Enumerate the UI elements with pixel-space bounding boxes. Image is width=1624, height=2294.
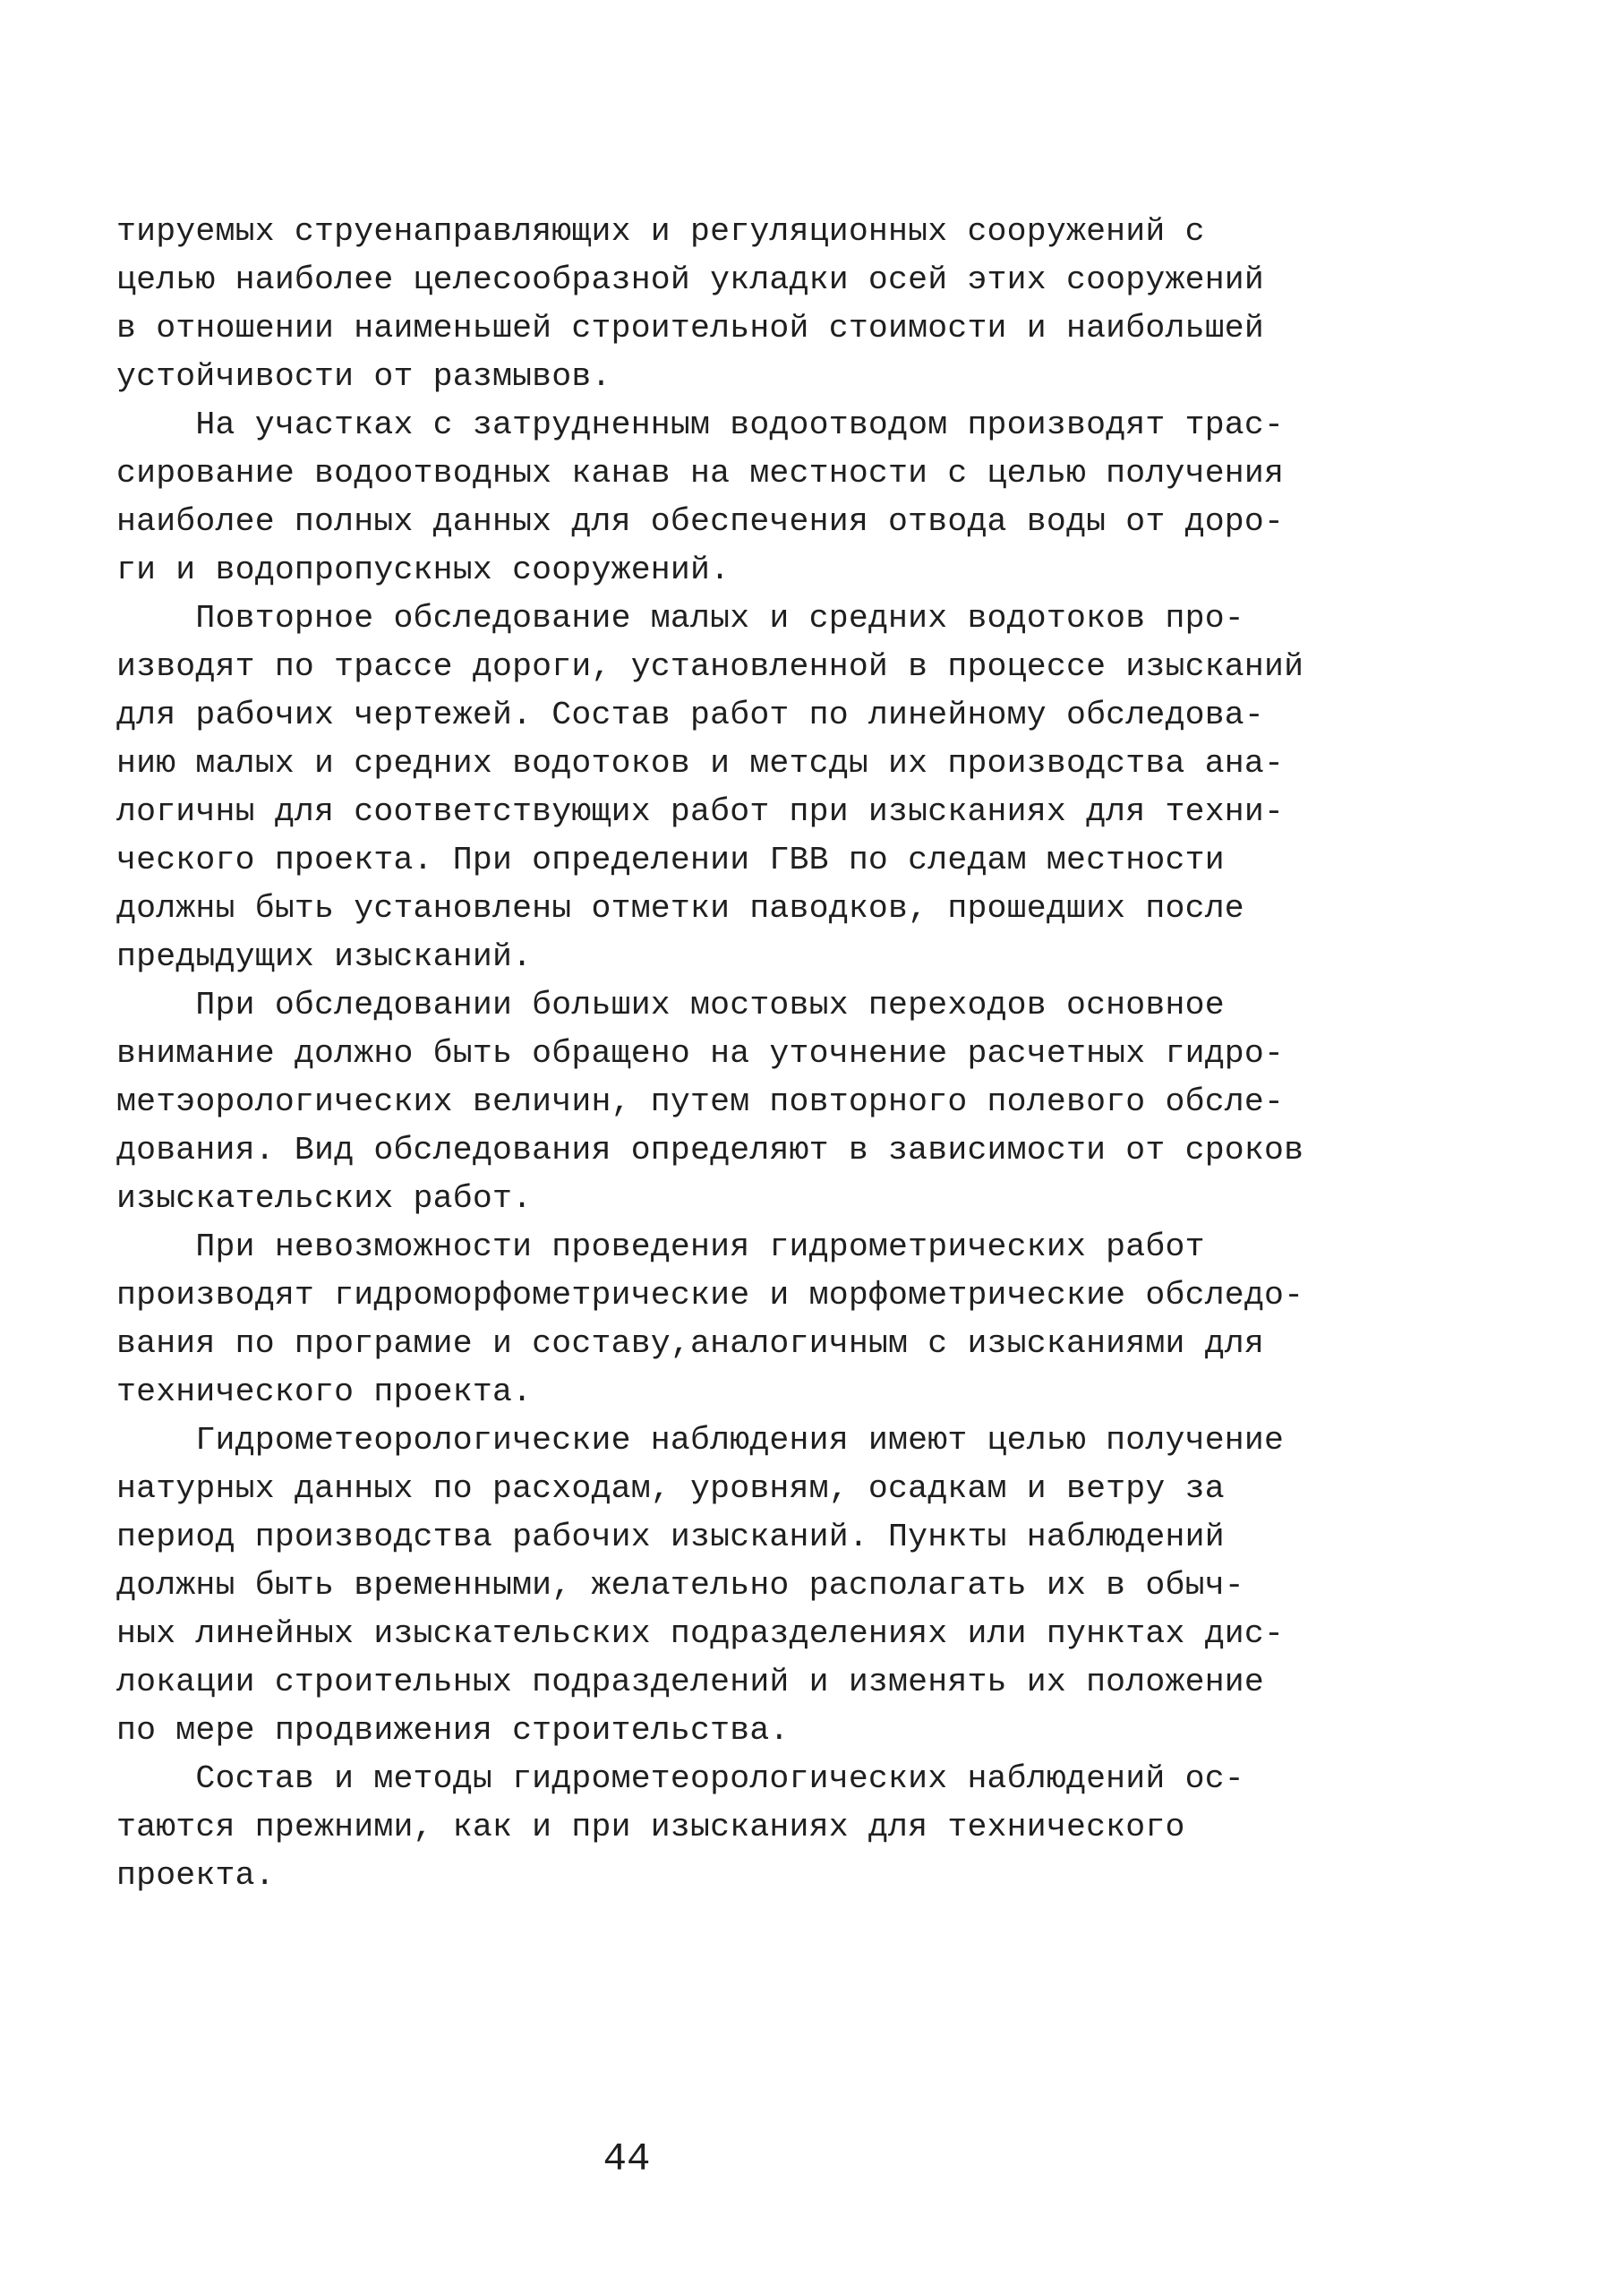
text-line: изводят по трассе дороги, установленной в процессе изысканий [116,648,1304,685]
text-line: по мере продвижения строительства. [116,1712,790,1749]
text-line: в отношении наименьшей строительной стоимости и наибольшей [116,310,1265,347]
text-line: внимание должно быть обращено на уточнение расчетных гидро- [116,1035,1285,1072]
text-line: проекта. [116,1857,275,1894]
text-line: Повторное обследование малых и средних водотоков про- [116,600,1244,637]
text-line: ческого проекта. При определении ГВВ по следам местности [116,842,1225,878]
text-line: период производства рабочих изысканий. Пункты наблюдений [116,1519,1225,1555]
text-line: При обследовании больших мостовых переходов основное [116,987,1225,1023]
page-number: 44 [603,2137,651,2182]
text-line: изыскательских работ. [116,1180,533,1217]
body-text [116,208,1370,1900]
text-line: должны быть временными, желательно располагать их в обыч- [116,1567,1244,1604]
text-line: Состав и методы гидрометеорологических наблюдений ос- [116,1760,1244,1797]
text-line: дования. Вид обследования определяют в зависимости от сроков [116,1132,1304,1168]
text-line: наиболее полных данных для обеспечения отвода воды от доро- [116,503,1285,540]
text-line: производят гидроморфометрические и морфометрические обследо- [116,1277,1304,1314]
text-line: При невозможности проведения гидрометрических работ [116,1228,1205,1265]
text-line: нию малых и средних водотоков и метсды их производства ана- [116,745,1285,782]
text-line: целью наиболее целесообразной укладки осей этих сооружений [116,261,1265,298]
text-line: предыдущих изысканий. [116,938,533,975]
text-line: таются прежними, как и при изысканиях для технического [116,1809,1185,1845]
text-line: сирование водоотводных канав на местности с целью получения [116,455,1285,492]
text-line: Гидрометеорологические наблюдения имеют целью получение [116,1422,1285,1459]
text-line: метэорологических величин, путем повторного полевого обсле- [116,1083,1285,1120]
text-line: логичны для соответствующих работ при изысканиях для техни- [116,793,1285,830]
text-line: локации строительных подразделений и изменять их положение [116,1664,1265,1700]
text-line: устойчивости от размывов. [116,358,611,395]
text-line: ги и водопропускных сооружений. [116,552,731,588]
text-line: вания по програмие и составу,аналогичным с изысканиями для [116,1325,1265,1362]
text-line: тируемых струенаправляющих и регуляционных сооружений с [116,213,1205,250]
text-line: На участках с затрудненным водоотводом производят трас- [116,407,1285,443]
text-line: ных линейных изыскательских подразделениях или пунктах дис- [116,1615,1285,1652]
text-line: для рабочих чертежей. Состав работ по линейному обследова- [116,697,1265,733]
text-line: натурных данных по расходам, уровням, осадкам и ветру за [116,1470,1225,1507]
text-line: должны быть установлены отметки паводков, прошедших после [116,890,1244,927]
text-line: технического проекта. [116,1374,533,1410]
